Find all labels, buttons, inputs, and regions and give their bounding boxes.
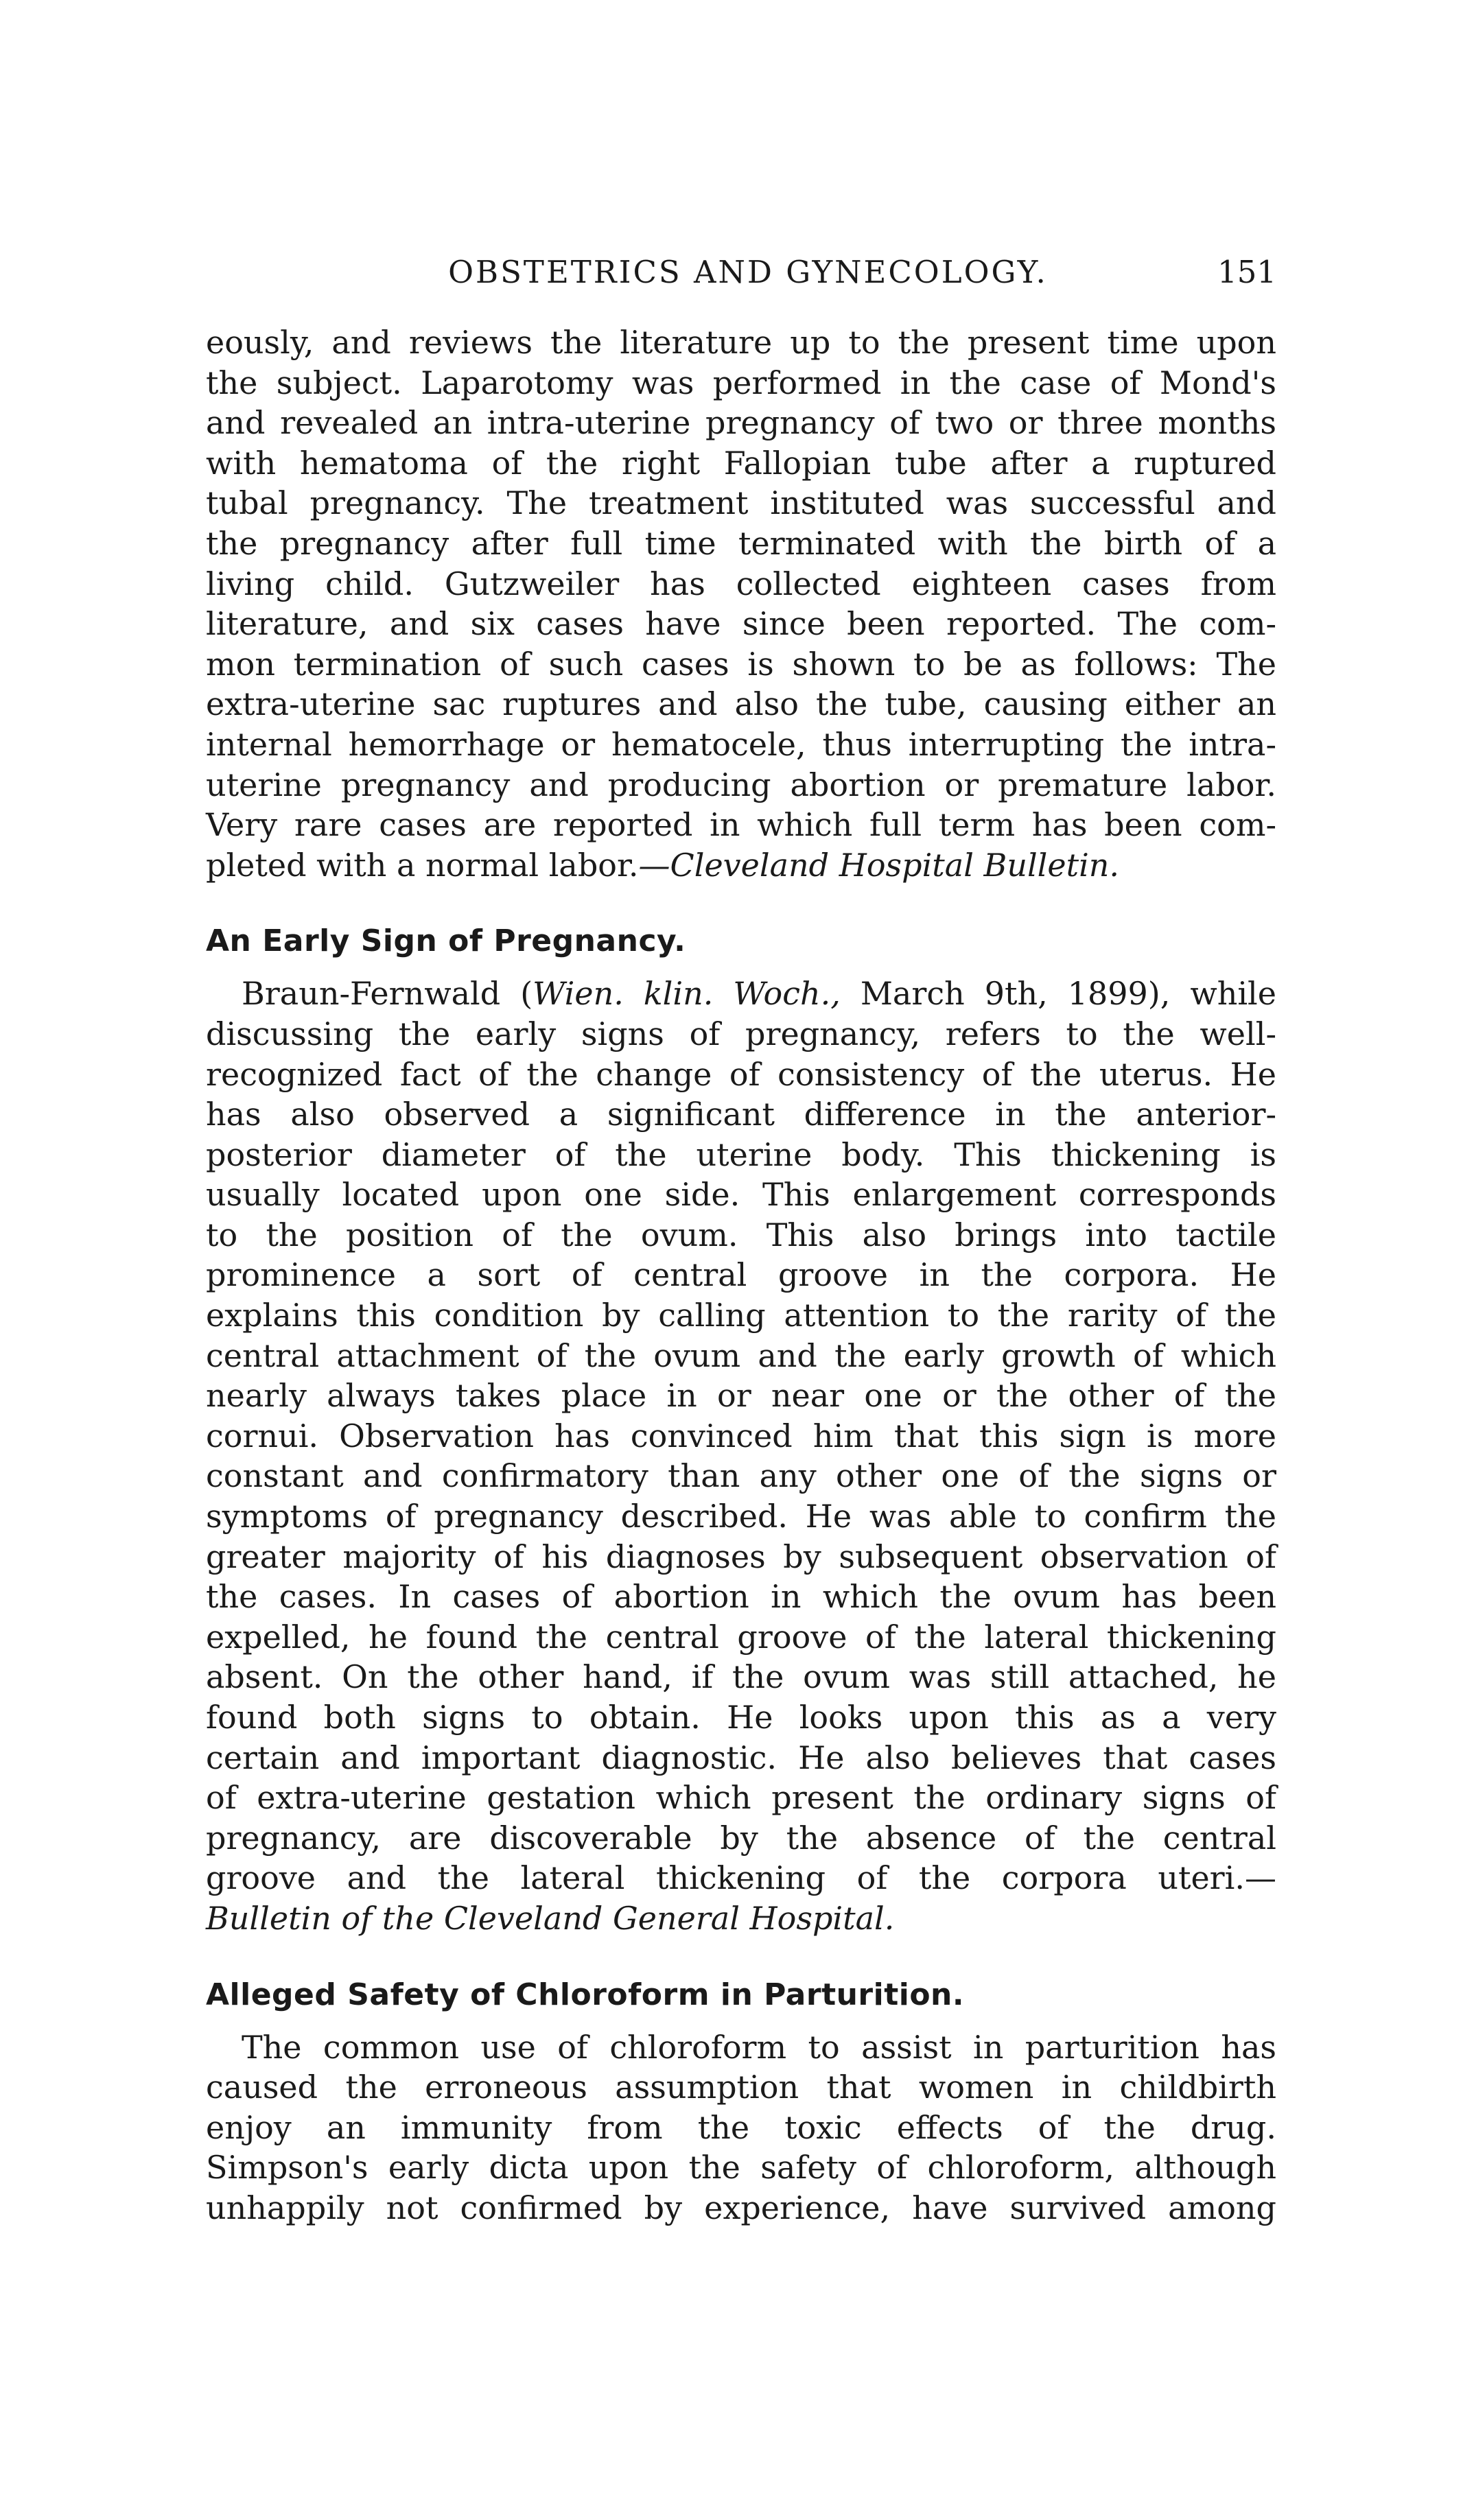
source-citation: Bulletin of the Cleveland General Hospital. [206,1899,895,1937]
text-line: pregnancy, are discoverable by the absence of the central [206,1819,1276,1857]
text-line: recognized fact of the change of consistency of the uterus. He [206,1055,1276,1093]
book-page [206,254,1276,2228]
text-line: of extra-uterine gestation which present the ordinary signs of [206,1779,1276,1817]
text-line: expelled, he found the central groove of the lateral thickening [206,1618,1276,1656]
text-line: unhappily not confirmed by experience, have survived among [206,2189,1276,2226]
text-segment: pleted with a normal labor. [206,846,639,884]
text-line: certain and important diagnostic. He also believes that cases [206,1739,1276,1776]
text-line: usually located upon one side. This enlargement corresponds [206,1176,1276,1214]
text-segment: March 9th, 1899), while [840,975,1276,1013]
text-line: eously, and reviews the literature up to the present time upon [206,324,1276,361]
text-line: Simpson's early dicta upon the safety of chloroform, although [206,2149,1276,2187]
text-segment: Braun-Fernwald ( [242,975,533,1013]
text-line: caused the erroneous assumption that women in childbirth [206,2069,1276,2106]
page-number: 151 [1217,254,1276,290]
text-line: has also observed a significant difference in the anterior- [206,1096,1276,1133]
running-title: OBSTETRICS AND GYNECOLOGY. [448,254,1048,290]
text-line: greater majority of his diagnoses by subsequent observation of [206,1538,1276,1575]
text-line: and revealed an intra-uterine pregnancy of two or three months [206,404,1276,442]
text-line-final [206,845,1276,886]
text-line: to the position of the ovum. This also brings into tactile [206,1216,1276,1253]
text-line: cornui. Observation has convinced him that this sign is more [206,1417,1276,1455]
text-line: the pregnancy after full time terminated with the birth of a [206,524,1276,562]
text-line: Very rare cases are reported in which full term has been com- [206,806,1276,844]
text-line: the cases. In cases of abortion in which the ovum has been [206,1578,1276,1616]
text-line: prominence a sort of central groove in the corpora. He [206,1256,1276,1294]
text-line: extra-uterine sac ruptures and also the tube, causing either an [206,685,1276,723]
section-heading-chloroform: Alleged Safety of Chloroform in Parturition. [206,1977,965,2012]
text-line: nearly always takes place in or near one or the other of the [206,1377,1276,1415]
journal-citation: Wien. klin. Woch., [533,975,841,1013]
text-line: discussing the early signs of pregnancy, refers to the well- [206,1015,1276,1052]
section-heading-early-sign: An Early Sign of Pregnancy. [206,923,686,959]
text-line-first [206,974,1276,1014]
source-citation-line [206,1898,1276,1939]
text-line: groove and the lateral thickening of the corpora uteri.— [206,1859,1276,1897]
text-line: with hematoma of the right Fallopian tube after a ruptured [206,444,1276,482]
text-line: absent. On the other hand, if the ovum was still attached, he [206,1658,1276,1696]
text-line: posterior diameter of the uterine body. This thickening is [206,1135,1276,1173]
text-line: tubal pregnancy. The treatment instituted was successful and [206,484,1276,522]
running-header [206,254,1276,309]
text-line: mon termination of such cases is shown to be as follows: The [206,645,1276,683]
text-line: enjoy an immunity from the toxic effects of the drug. [206,2108,1276,2146]
text-line-first: The common use of chloroform to assist in parturition has [242,2028,1276,2066]
text-line: symptoms of pregnancy described. He was able to confirm the [206,1498,1276,1535]
text-line: literature, and six cases have since been reported. The com- [206,605,1276,643]
text-line: living child. Gutzweiler has collected eighteen cases from [206,565,1276,602]
text-line: the subject. Laparotomy was performed in the case of Mond's [206,364,1276,401]
section-paragraph-early-sign [206,974,1276,1938]
text-line: internal hemorrhage or hematocele, thus interrupting the intra- [206,725,1276,763]
continued-paragraph [206,322,1276,885]
text-line: uterine pregnancy and producing abortion or premature labor. [206,766,1276,803]
text-line: central attachment of the ovum and the early growth of which [206,1336,1276,1374]
text-line: explains this condition by calling attention to the rarity of the [206,1297,1276,1334]
source-citation: —Cleveland Hospital Bulletin. [638,846,1120,884]
text-line: found both signs to obtain. He looks upon this as a very [206,1699,1276,1736]
section-paragraph-chloroform [206,2027,1276,2228]
text-line: constant and confirmatory than any other one of the signs or [206,1457,1276,1495]
